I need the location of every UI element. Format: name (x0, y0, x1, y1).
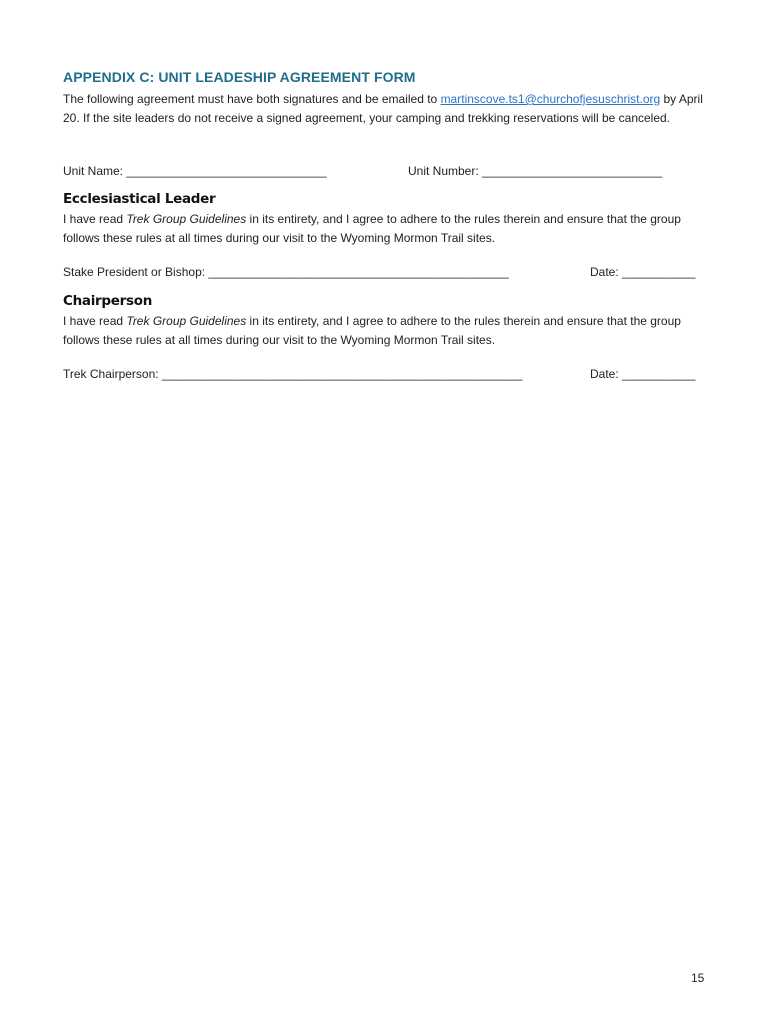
chairperson-agreement-text (63, 312, 713, 350)
trek-chairperson-signature-field[interactable]: Trek Chairperson: ______________________________________________________ (63, 367, 523, 381)
agreement-text-start: I have read (63, 212, 127, 226)
unit-name-field[interactable]: Unit Name: ______________________________ (63, 164, 327, 178)
stake-president-signature-field[interactable]: Stake President or Bishop: _____________________________________________ (63, 265, 509, 279)
agreement-text-end: in its entirety, and I agree to adhere to the rules therein and ensure that the group follows these rules at all times during our visit to the Wyoming Mormon Trail sites. (63, 314, 681, 347)
agreement-text-start: I have read (63, 314, 127, 328)
ecclesiastical-agreement-text (63, 210, 713, 248)
page-number: 15 (691, 971, 705, 985)
guidelines-title: Trek Group Guidelines (126, 212, 247, 226)
chairperson-date-field[interactable]: Date: ___________ (590, 367, 696, 381)
intro-text-start: The following agreement must have both signatures and be emailed to (63, 92, 441, 106)
page-title: APPENDIX C: UNIT LEADESHIP AGREEMENT FORM (63, 69, 416, 85)
unit-number-field[interactable]: Unit Number: ___________________________ (408, 164, 663, 178)
chairperson-heading: Chairperson (63, 293, 153, 309)
intro-text-end: by April 20. If the site leaders do not receive a signed agreement, your camping and trekking reservations will be canceled. (63, 92, 703, 125)
ecclesiastical-leader-heading: Ecclesiastical Leader (63, 191, 216, 207)
intro-paragraph (63, 90, 713, 127)
ecclesiastical-date-field[interactable]: Date: ___________ (590, 265, 696, 279)
email-link[interactable]: martinscove.ts1@churchofjesuschrist.org (440, 92, 661, 106)
guidelines-title: Trek Group Guidelines (126, 314, 247, 328)
agreement-text-end: in its entirety, and I agree to adhere to the rules therein and ensure that the group follows these rules at all times during our visit to the Wyoming Mormon Trail sites. (63, 212, 681, 245)
